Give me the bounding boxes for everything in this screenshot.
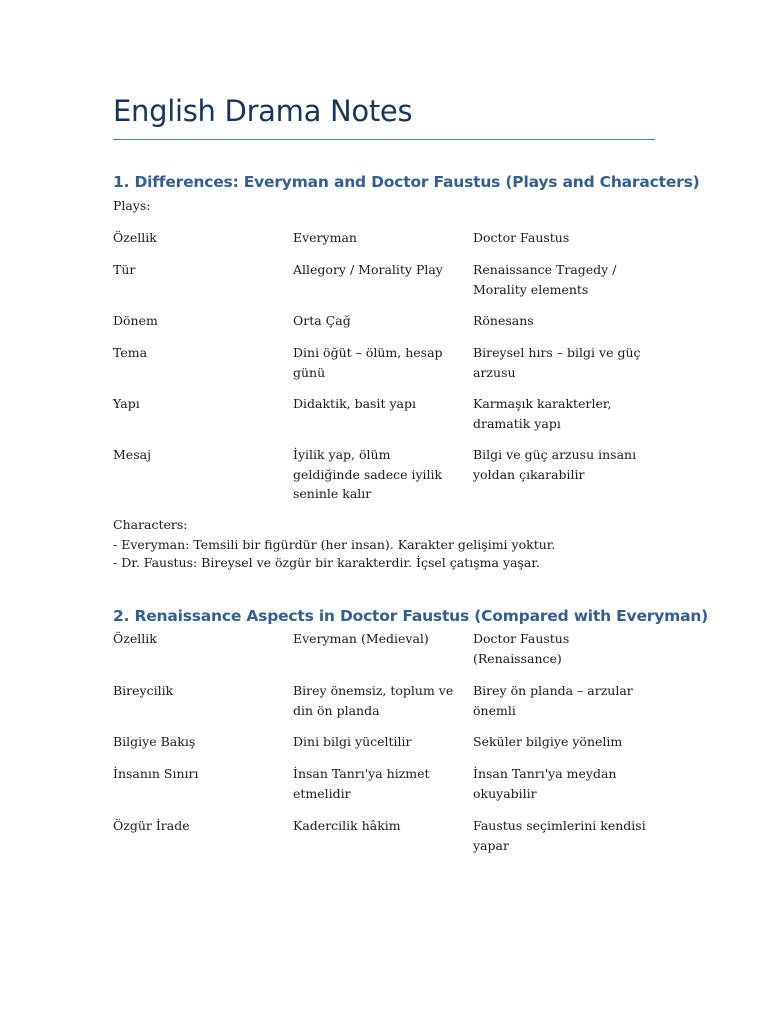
table-row xyxy=(113,764,655,816)
table-cell: Birey önemsiz, toplum ve din ön planda xyxy=(293,683,454,718)
section1-heading: 1. Differences: Everyman and Doctor Faustus (Plays and Characters) xyxy=(113,173,700,191)
table-cell: İyilik yap, ölüm geldiğinde sadece iyilik seninle kalır xyxy=(293,447,443,501)
table-cell: Mesaj xyxy=(113,447,151,462)
table-row xyxy=(113,260,655,311)
table-cell: İnsan Tanrı'ya meydan okuyabilir xyxy=(473,766,617,801)
characters-label: Characters: xyxy=(113,517,188,532)
table-cell: Seküler bilgiye yönelim xyxy=(473,734,623,749)
table-row xyxy=(113,681,655,732)
title-underline xyxy=(113,139,655,140)
character-line: - Everyman: Temsili bir figürdür (her insan). Karakter gelişimi yoktur. xyxy=(113,537,556,552)
table-row xyxy=(113,445,655,501)
renaissance-table xyxy=(113,629,655,868)
table-row xyxy=(113,816,655,868)
table-cell: Yapı xyxy=(113,396,140,411)
plays-table xyxy=(113,228,655,501)
table-cell: Karmaşık karakterler, dramatik yapı xyxy=(473,396,612,431)
table-cell: Everyman (Medieval) xyxy=(293,631,429,646)
table-row xyxy=(113,629,655,681)
table-cell: Bilgi ve güç arzusu insanı yoldan çıkarabilir xyxy=(473,447,637,482)
table-row xyxy=(113,732,655,764)
table-row xyxy=(113,228,655,260)
table-cell: Özellik xyxy=(113,230,157,245)
table-cell: Doctor Faustus xyxy=(473,230,570,245)
table-cell: Dönem xyxy=(113,313,158,328)
table-cell: Özgür İrade xyxy=(113,818,190,833)
character-line: - Dr. Faustus: Bireysel ve özgür bir karakterdir. İçsel çatışma yaşar. xyxy=(113,555,540,570)
table-cell: Dini bilgi yüceltilir xyxy=(293,734,412,749)
table-cell: Faustus seçimlerini kendisi yapar xyxy=(473,818,646,853)
table-cell: Everyman xyxy=(293,230,357,245)
table-cell: İnsan Tanrı'ya hizmet etmelidir xyxy=(293,766,430,801)
table-row xyxy=(113,394,655,445)
table-cell: Tema xyxy=(113,345,148,360)
table-cell: Renaissance Tragedy / Morality elements xyxy=(473,262,617,297)
table-cell: İnsanın Sınırı xyxy=(113,766,199,781)
table-cell: Kadercilik hâkim xyxy=(293,818,401,833)
table-cell: Tür xyxy=(113,262,136,277)
table-cell: Didaktik, basit yapı xyxy=(293,396,416,411)
table-cell: Rönesans xyxy=(473,313,534,328)
table-row xyxy=(113,343,655,394)
table-cell: Bilgiye Bakış xyxy=(113,734,196,749)
section2-heading: 2. Renaissance Aspects in Doctor Faustus (Compared with Everyman) xyxy=(113,607,709,625)
table-cell: Doctor Faustus (Renaissance) xyxy=(473,631,570,666)
table-cell: Allegory / Morality Play xyxy=(293,262,443,277)
table-row xyxy=(113,311,655,343)
table-cell: Birey ön planda – arzular önemli xyxy=(473,683,633,718)
table-cell: Bireycilik xyxy=(113,683,174,698)
table-cell: Özellik xyxy=(113,631,157,646)
plays-label: Plays: xyxy=(113,198,151,213)
table-cell: Bireysel hırs – bilgi ve güç arzusu xyxy=(473,345,641,380)
table-cell: Dini öğüt – ölüm, hesap günü xyxy=(293,345,443,380)
document-title: English Drama Notes xyxy=(113,94,413,128)
table-cell: Orta Çağ xyxy=(293,313,351,328)
